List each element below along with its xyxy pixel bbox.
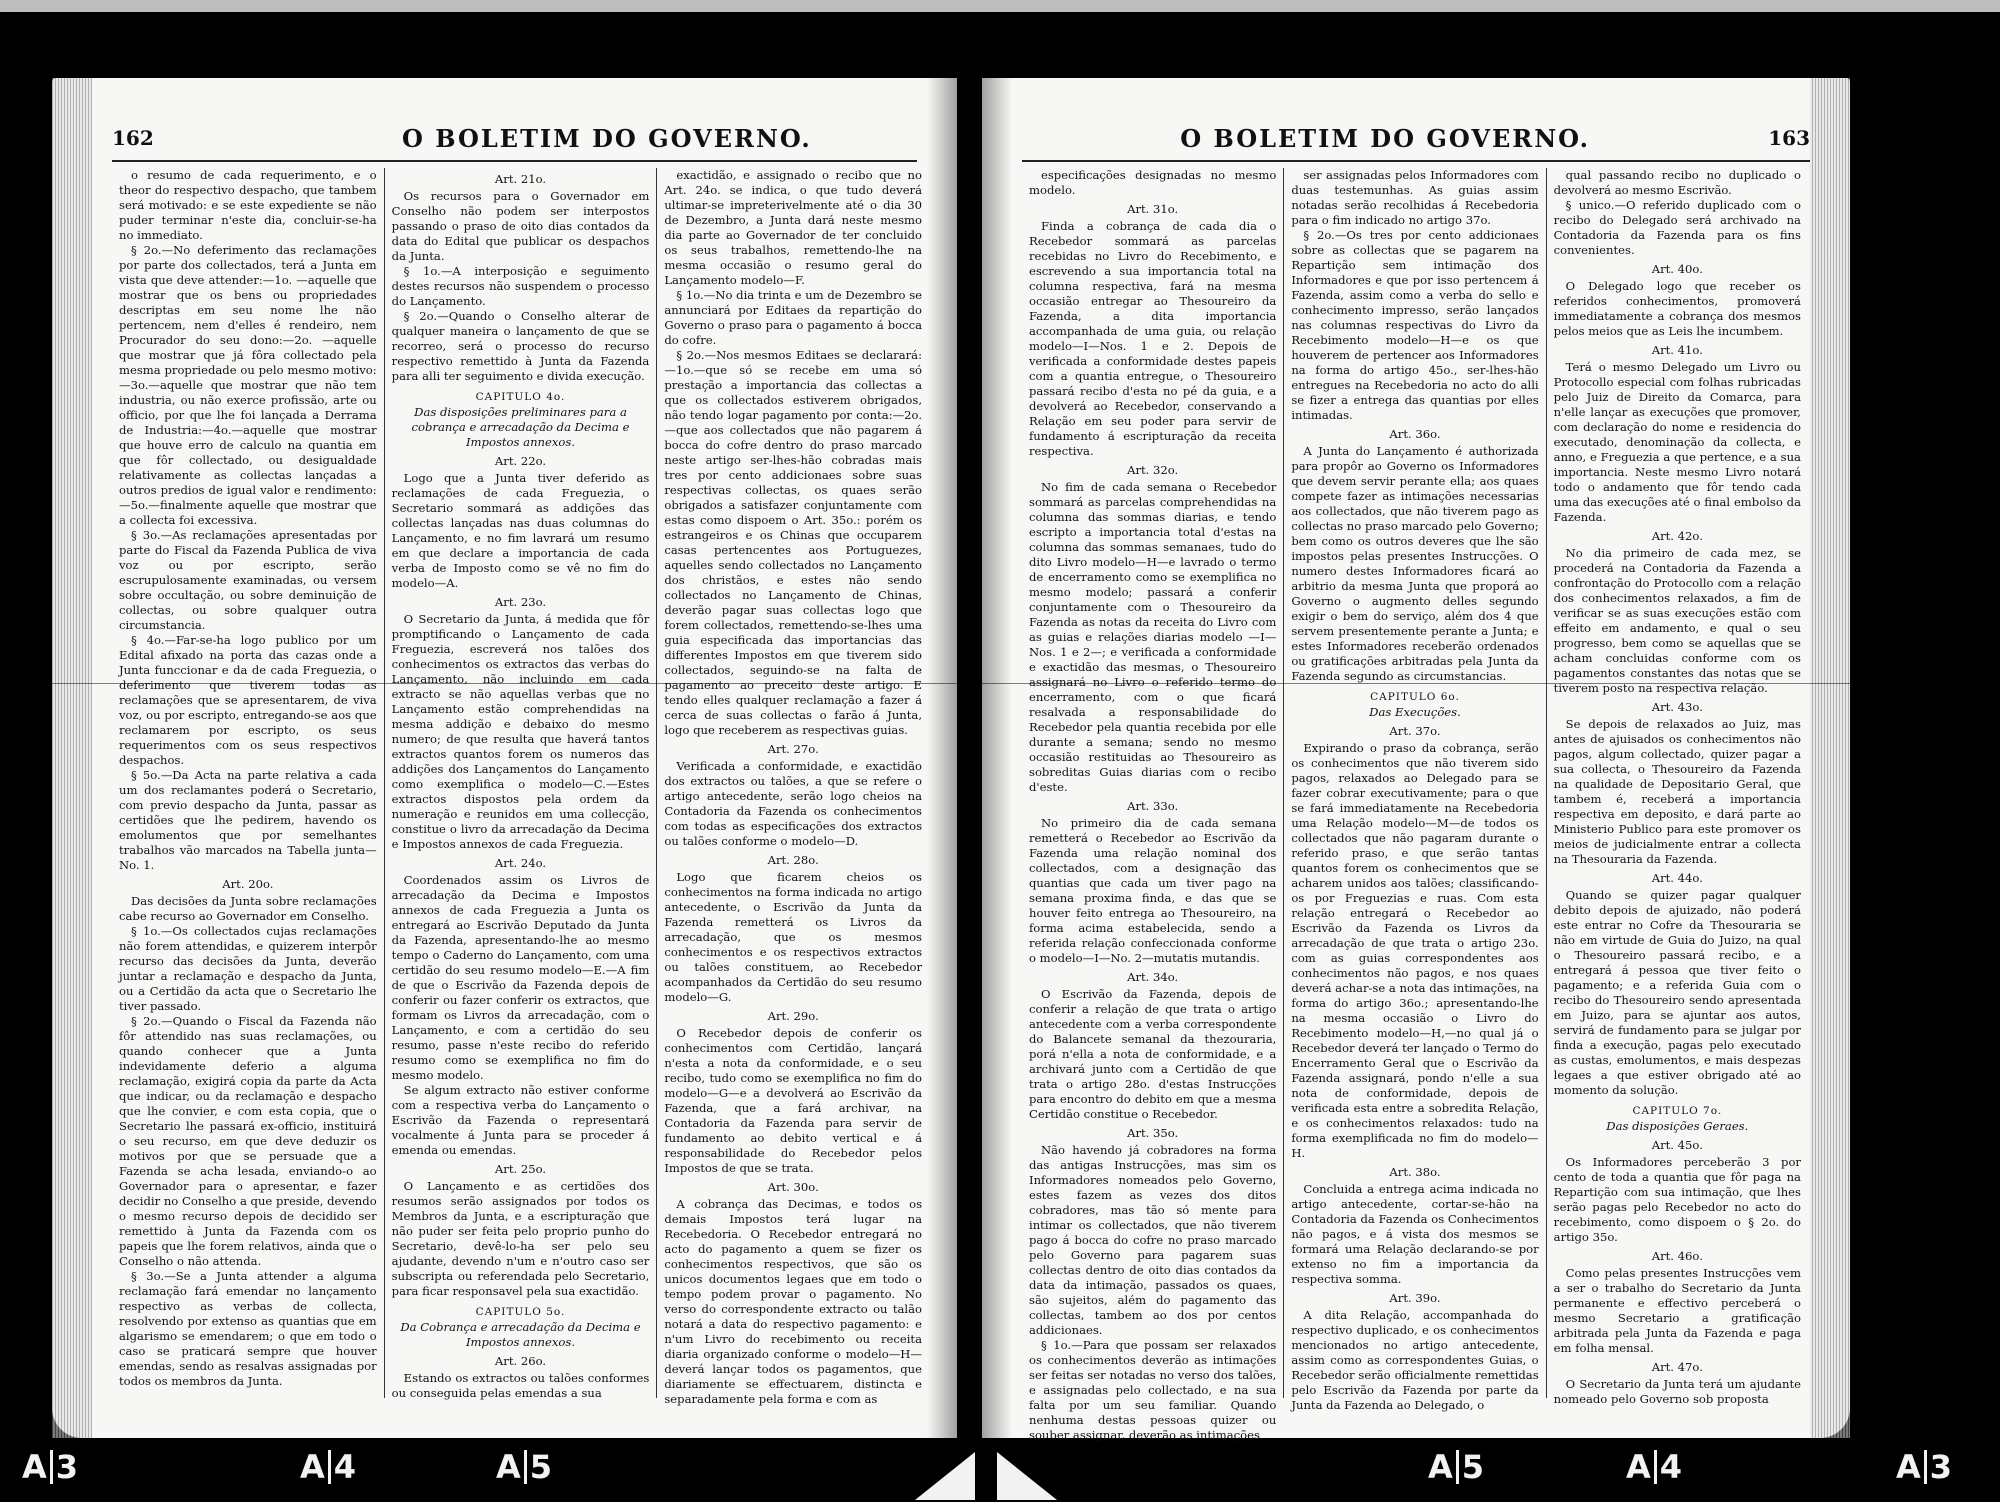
article-heading: Art. 28o. bbox=[767, 853, 819, 867]
paragraph: o resumo de cada requerimento, e o theor do respectivo despacho, que tambem será motivado: e se este expediente se não puder terminar n'este dia, concluir-se-ha no immediato. bbox=[119, 168, 377, 242]
left-text-columns bbox=[112, 168, 929, 1406]
text-column bbox=[384, 168, 657, 1398]
paragraph: Concluida a entrega acima indicada no artigo antecedente, cortar-se-hão na Contadoria da Fazenda os Conhecimentos não pagos, e á vista dos mesmos se formará uma Relação declarando-se por extenso no fim a importancia da respectiva somma. bbox=[1291, 1182, 1539, 1286]
article-heading: Art. 35o. bbox=[1127, 1126, 1179, 1140]
paragraph: A cobrança das Decimas, e todos os demais Impostos terá lugar na Recebedoria. O Recebedor entregará no acto do pagamento a quem se fizer os conhecimentos respectivos, que são os unicos documentos legaes que em todo o tempo podem provar o pagamento. No verso do correspondente extracto ou talão notará a data do respectivo pagamento: e n'um Livro do recebimento ou receita diaria organizado conforme o modelo—H—deverá lançar todos os pagamentos, que diariamente se effectuarem, distincta e separadamente pela forma e com as bbox=[664, 1197, 923, 1406]
paragraph: § 4o.—Far-se-ha logo publico por um Edital afixado na porta das cazas onde a Junta funccionar e da de cada Freguezia, o deferimento que tiverem todas as reclamações que se apresentarem, de viva voz, ou por escripto, entregando-se aos que reclamarem por escripto, os seus requerimentos com os seus respectivos despachos. bbox=[119, 633, 377, 767]
article-heading: Art. 47o. bbox=[1651, 1360, 1703, 1374]
paragraph: § 5o.—Da Acta na parte relativa a cada um dos reclamantes poderá o Secretario, com previo despacho da Junta, passar as certidões que lhe pedirem, havendo os emolumentos que por semelhantes trabalhos vão marcados na Tabella junta—No. 1. bbox=[119, 768, 377, 872]
paragraph: O Escrivão da Fazenda, depois de conferir a relação de que trata o artigo antecedente com a verba correspondente do Balancete semanal da thezouraria, porá n'ella a nota de conformidade, e a archivará junto com a Certidão de que trata o artigo 28o. d'estas Instrucções para encontro do debito em que a mesma Certidão constitue o Recebedor. bbox=[1029, 987, 1277, 1121]
paragraph: Os Informadores perceberão 3 por cento de toda a quantia que fôr paga na Repartição com sua intimação, que lhes serão pagas pelo Recebedor no acto do recebimento, como dispoem o § 2o. do artigo 35o. bbox=[1553, 1155, 1801, 1244]
paragraph: O Recebedor depois de conferir os conhecimentos com Certidão, lançará n'esta a nota da conformidade, e o seu recibo, tudo como se exemplifica no fim do modelo—G—e a devolverá ao Escrivão da Fazenda, que a fará archivar, na Contadoria da Fazenda para servir de fundamento ao debito vertical e á responsabilidade do Recebedor pelos Impostos de que se trata. bbox=[664, 1026, 923, 1175]
paragraph: Como pelas presentes Instrucções vem a ser o trabalho do Secretario da Junta permanente e effectivo perceberá o mesmo Secretario a gratificação arbitrada pela Junta da Fazenda e paga em folha mensal. bbox=[1553, 1266, 1801, 1355]
paragraph: O Delegado logo que receber os referidos conhecimentos, promoverá immediatamente a cobrança dos mesmos pelos meios que as Leis lhe incumbem. bbox=[1553, 279, 1801, 338]
right-page-edge bbox=[1810, 78, 1850, 1438]
paragraph: Quando se quizer pagar qualquer debito depois de ajuizado, não poderá este entrar no Cofre da Thesouraria se não em virtude de Guia do Juizo, na qual o Thesoureiro passará recibo, e a entregará á pessoa que tiver feito o pagamento; e a referida Guia com o recibo do Thesoureiro sendo apresentada em Juizo, para se ajuntar aos autos, servirá de fundamento para se julgar por finda a execução, pagas pelo executado as custas, emolumentos, e mais despezas legaes a que estiver obrigado até ao momento da solução. bbox=[1553, 888, 1801, 1097]
article-heading: Art. 27o. bbox=[767, 742, 819, 756]
paragraph: ser assignadas pelos Informadores com duas testemunhas. As guias assim notadas serão recolhidas á Recebedoria para o fim indicado no artigo 37o. bbox=[1291, 168, 1539, 227]
paragraph: § 2o.—Nos mesmos Editaes se declarará:—1o.—que só se recebe em uma só prestação a importancia das collectas a que os collectados estiverem obrigados, não tendo logar pagamento por conta:—2o.—que aos collectados que não pagarem á bocca do cofre dentro do praso marcado neste artigo ser-lhes-hão cobradas mais tres por cento addicionaes sobre suas respectivas collectas, os quaes serão obrigados a satisfazer conjuntamente com estas como dispoem o Art. 35o.: porém os estrangeiros e os Chinas que occuparem casas pertencentes aos Portuguezes, aquelles sendo collectados no Lançamento dos christãos, e estes não sendo collectados no Lançamento de Chinas, deverão pagar suas collectas logo que forem collectados, remettendo-se-lhes uma guia especificada das importancias das differentes Impostos em que tiverem sido collectados, seguindo-se na falta de pagamento ao preceito deste artigo. E tendo elles qualquer reclamação a fazer á cerca de suas collectas o farão á Junta, logo que receberem as respectivas guias. bbox=[664, 348, 923, 737]
frame-mark: A 3 bbox=[1896, 1448, 1953, 1486]
article-heading: Art. 30o. bbox=[767, 1180, 819, 1194]
film-center-arrows bbox=[915, 1450, 1085, 1502]
frame-mark: A 5 bbox=[1428, 1448, 1485, 1486]
header-rule bbox=[1022, 160, 1810, 162]
right-page bbox=[982, 78, 1850, 1442]
paragraph: A Junta do Lançamento é authorizada para propôr ao Governo os Informadores que devem servir perante ella; aos quaes compete fazer as intimações necessarias aos collectados, que não tiverem pago as collectas no praso marcado pelo Governo; bem como os outros deveres que lhe são impostos pelas presentes Instrucções. O numero destes Informadores ficará ao arbitrio da mesma Junta que proporá ao Governo o augmento delles segundo exigir o bem do serviço, além dos 4 que servem presentemente perante a Junta; e estes Informadores receberão ordenados ou gratificações arbitradas pela Junta da Fazenda segundo as circumstancias. bbox=[1291, 444, 1539, 683]
chapter-subtitle: Das disposições Geraes. bbox=[1606, 1119, 1749, 1133]
article-heading: Art. 45o. bbox=[1651, 1138, 1703, 1152]
article-heading: Art. 44o. bbox=[1651, 871, 1703, 885]
paragraph: O Secretario da Junta terá um ajudante nomeado pelo Governo sob proposta bbox=[1553, 1377, 1801, 1406]
chapter-subtitle: Da Cobrança e arrecadação da Decima e Impostos annexos. bbox=[400, 1320, 641, 1349]
paragraph: Os recursos para o Governador em Conselho não podem ser interpostos passando o praso de oito dias contados da data do Edital que publicar os despachos da Junta. bbox=[391, 189, 650, 263]
article-heading: Art. 41o. bbox=[1651, 343, 1703, 357]
header-rule bbox=[112, 160, 917, 162]
left-page bbox=[52, 78, 957, 1438]
paragraph: § 2o.—No deferimento das reclamações por parte dos collectados, terá a Junta em vista que deve attender:—1o. —aquelle que mostrar que os bens ou propriedades descriptas em seu nome lhe não pertencem, nem d'elles é rendeiro, nem Procurador do seu dono:—2o. —aquelle que mostrar que já fôra collectado pela mesma propriedade ou pelo mesmo motivo:—3o.—aquelle que mostrar que não tem industria, ou não exerce profissão, arte ou officio, por que lhe foi lançada a Derrama de Industria:—4o.—aquelle que mostrar que houve erro de calculo na quantia em que fôr collectado, ou desigualdade relativamente as collectas lançadas a outros predios de igual valor e rendimento:—5o.—finalmente aquelle que mostrar que a collecta foi excessiva. bbox=[119, 243, 377, 527]
text-column bbox=[112, 168, 384, 1398]
right-text-columns bbox=[1022, 168, 1808, 1442]
article-heading: Art. 37o. bbox=[1389, 724, 1441, 738]
paragraph: Verificada a conformidade, e exactidão dos extractos ou talões, a que se refere o artigo antecedente, serão logo cheios na Contadoria da Fazenda os conhecimentos com todas as especificações dos extractos ou talões conforme o modelo—D. bbox=[664, 759, 923, 848]
left-arrow-mark bbox=[915, 1452, 975, 1500]
paragraph: No fim de cada semana o Recebedor sommará as parcelas comprehendidas na columna das sommas diarias, e tendo escripto a importancia total d'estas na columna das sommas semanaes, tudo do dito Livro modelo—H—e lavrado o termo de encerramento como se exemplifica no mesmo modelo; passará a conferir conjuntamente com o Thesoureiro da Fazenda as notas da receita do Livro com as guias e relações diarias modelo —I—Nos. 1 e 2—; e verificada a conformidade e exactidão das mesmas, o Thesoureiro assignará no Livro o referido termo do encerramento, com o que ficará resalvada a responsabilidade do Recebedor pela quantia recebida por elle durante a semana; sendo no mesmo occasião restituidas ao Thesoureiro as sobreditas Guias diarias com o recibo d'este. bbox=[1029, 480, 1277, 794]
text-column bbox=[1283, 168, 1545, 1412]
paragraph: § 1o.—No dia trinta e um de Dezembro se annunciará por Editaes da repartição do Governo o praso para o pagamento á bocca do cofre. bbox=[664, 288, 923, 347]
article-heading: Art. 23o. bbox=[494, 595, 547, 609]
paragraph: § 3o.—As reclamações apresentadas por parte do Fiscal da Fazenda Publica de viva voz ou por escripto, serão escrupulosamente examinadas, ou versem sobre occultação, ou sobre deminuição de collectas, ou sobre qualquer outra circumstancia. bbox=[119, 528, 377, 632]
scan-fold-line bbox=[52, 683, 957, 684]
paragraph: § 3o.—Se a Junta attender a alguma reclamação fará emendar no lançamento respectivo as verbas de collecta, resolvendo por extenso as quantias que em algarismo se emendarem; o que em todo o caso se praticará sempre que houver emendas, sendo as resalvas assignadas por todos os membros da Junta. bbox=[119, 1269, 377, 1388]
paragraph: § 2o.—Quando o Conselho alterar de qualquer maneira o lançamento de que se recorreo, será o processo do recurso respectivo remettido à Junta da Fazenda para alli ter seguimento e divida execução. bbox=[391, 309, 650, 383]
paragraph: O Secretario da Junta, á medida que fôr promptificando o Lançamento de cada Freguezia, escreverá nos talões dos conhecimentos os extractos das verbas do Lançamento, não incluindo em cada extracto se não aquellas verbas que no Lançamento estão comprehendidas na mesma addição e debaixo do mesmo numero; de que resulta que haverá tantos extractos quantos forem os numeros das addições dos Lançamentos do Lançamento como exemplifica o modelo—C.—Estes extractos dispostos pela ordem da numeração e reunidos em uma collecção, constitue o livro da arrecadação da Decima e Impostos annexos de cada Freguezia. bbox=[391, 612, 650, 851]
running-title: O BOLETIM DO GOVERNO. bbox=[1180, 124, 1590, 153]
paragraph: Logo que a Junta tiver deferido as reclamações de cada Freguezia, o Secretario sommará as addições das collectas lançadas nas duas columnas do Lançamento, e no fim lavrará um resumo em que declare a importancia de cada verba de Imposto como se vê no fim do modelo—A. bbox=[391, 471, 650, 590]
chapter-heading: CAPITULO 7o. bbox=[1632, 1105, 1723, 1117]
page-number: 163 bbox=[1768, 126, 1810, 150]
text-column bbox=[656, 168, 929, 1406]
running-title: O BOLETIM DO GOVERNO. bbox=[402, 124, 812, 153]
article-heading: Art. 21o. bbox=[494, 172, 547, 186]
paragraph: Se algum extracto não estiver conforme com a respectiva verba do Lançamento o Escrivão da Fazenda o representará vocalmente á Junta para se proceder á emenda ou emendas. bbox=[391, 1083, 650, 1157]
frame-mark: A 4 bbox=[1626, 1448, 1683, 1486]
article-heading: Art. 20o. bbox=[222, 877, 274, 891]
left-page-edge bbox=[52, 78, 92, 1438]
article-heading: Art. 42o. bbox=[1651, 529, 1703, 543]
scan-fold-line bbox=[982, 683, 1850, 684]
paragraph: Terá o mesmo Delegado um Livro ou Protocollo especial com folhas rubricadas pelo Juiz de Direito da Comarca, para n'elle lançar as execuções que promover, com declaração do nome e residencia do executado, denominação da collecta, e anno, e Freguezia a que pertence, e a sua importancia. Neste mesmo Livro notará todo o andamento que fôr tendo cada uma das execuções até o final embolso da Fazenda. bbox=[1553, 360, 1801, 524]
paragraph: exactidão, e assignado o recibo que no Art. 24o. se indica, o que tudo deverá ultimar-se impreterivelmente até o dia 30 de Dezembro, a Junta dará neste mesmo dia parte ao Governador de ter concluido os seus trabalhos, remettendo-lhe na mesma occasião o resumo geral do Lançamento modelo—F. bbox=[664, 168, 923, 287]
article-heading: Art. 39o. bbox=[1389, 1291, 1441, 1305]
article-heading: Art. 33o. bbox=[1127, 799, 1179, 813]
paragraph: Logo que ficarem cheios os conhecimentos na forma indicada no artigo antecedente, o Escrivão da Junta da Fazenda remetterá os Livros da arrecadação, que os mesmos conhecimentos e os respectivos extractos ou talões constituem, ao Recebedor acompanhados da Certidão do seu resumo modelo—G. bbox=[664, 870, 923, 1004]
paragraph: No primeiro dia de cada semana remetterá o Recebedor ao Escrivão da Fazenda uma relação nominal dos collectados, com a designação das quantias que cada um tiver pago na semana proxima finda, e das que se houver feito entrega ao Thesoureiro, na forma acima estabelecida, sendo a referida relação confeccionada conforme o modelo—I—No. 2—mutatis mutandis. bbox=[1029, 816, 1277, 965]
paragraph: § 1o.—A interposição e seguimento destes recursos não suspendem o processo do Lançamento. bbox=[391, 264, 650, 308]
chapter-heading: CAPITULO 6o. bbox=[1370, 691, 1460, 703]
left-gutter-shadow bbox=[927, 78, 957, 1438]
paragraph: § 2o.—Quando o Fiscal da Fazenda não fôr attendido nas suas reclamações, ou quando conhecer que a Junta indevidamente deferio a alguma reclamação, exigirá copia da parte da Acta que indicar, ou da reclamação e despacho que lhe convier, e com esta copia, que o Secretario lhe passará ex-officio, instituirá o seu recurso, em que deve deduzir os motivos por que se persuade que a Fazenda se acha lesada, enviando-o ao Governador para o apresentar, e fazer decidir no Conselho a que preside, devendo o mesmo recurso depois de decidido ser remettido à Junta da Fazenda com os papeis que lhe forem relativos, ainda que o Conselho o não attenda. bbox=[119, 1014, 377, 1268]
article-heading: Art. 22o. bbox=[494, 454, 547, 468]
paragraph: A dita Relação, accompanhada do respectivo duplicado, e os conhecimentos mencionados no artigo antecedente, assim como as correspondentes Guias, o Recebedor serão officialmente remettidas pelo Escrivão da Fazenda por parte da Junta da Fazenda ao Delegado, o bbox=[1291, 1308, 1539, 1412]
article-heading: Art. 32o. bbox=[1127, 463, 1179, 477]
article-heading: Art. 38o. bbox=[1389, 1165, 1441, 1179]
right-page-header bbox=[1022, 122, 1810, 156]
paragraph: § 2o.—Os tres por cento addicionaes sobre as collectas que se pagarem na Repartição sem intimação dos Informadores e que por isso pertencem á Fazenda, assim como a verba do sello e conhecimento impresso, serão lançados nas columnas respectivas do Livro da Recebimento modelo—H—e os que houverem de pertencer aos Informadores na forma do artigo 45o., ser-lhes-hão entregues na Recebedoria no acto do alli se fizer a entrega das quantias por elles intimadas. bbox=[1291, 228, 1539, 422]
paragraph: Coordenados assim os Livros de arrecadação da Decima e Impostos annexos de cada Freguezia a Junta os entregará ao Escrivão Deputado da Junta da Fazenda, apresentando-lhe ao mesmo tempo o Caderno do Lançamento, com uma certidão do seu resumo modelo—E.—A fim de que o Escrivão da Fazenda depois de conferir ou fazer conferir os extractos, que formam os Livros da arrecadação, com o Lançamento, e com a certidão do seu resumo, passe n'este recibo do referido resumo como se exemplifica no fim do mesmo modelo. bbox=[391, 873, 650, 1082]
text-column bbox=[1546, 168, 1808, 1406]
paragraph: Finda a cobrança de cada dia o Recebedor sommará as parcelas recebidas no Livro do Recebimento, e escrevendo a sua importancia total na columna respectiva, fará na mesma occasião entregar ao Thesoureiro da Fazenda, a dita importancia accompanhada de uma guia, ou relação modelo—I—Nos. 1 e 2. Depois de verificada a conformidade destes papeis com a quantia entregue, o Thesoureiro passará recibo d'esta no pé da guia, e a devolverá ao Recebedor, conservando a Relação em seu poder para servir de fundamento á escripturação da receita respectiva. bbox=[1029, 219, 1277, 458]
paragraph: Não havendo já cobradores na forma das antigas Instrucções, mas sim os Informadores nomeados pelo Governo, estes fazem as vezes dos ditos cobradores, mas tão só mente para intimar os collectados, que não tiverem pago á bocca do cofre no praso marcado pelo Governo para pagarem suas collectas dentro de oito dias contados da data da intimação, passados os quaes, são sujeitos, além do pagamento das collectas, tambem ao dos por centos addicionaes. bbox=[1029, 1143, 1277, 1337]
paragraph: Das decisões da Junta sobre reclamações cabe recurso ao Governador em Conselho. bbox=[119, 894, 377, 923]
article-heading: Art. 36o. bbox=[1389, 427, 1441, 441]
article-heading: Art. 34o. bbox=[1127, 970, 1179, 984]
article-heading: Art. 26o. bbox=[494, 1354, 547, 1368]
chapter-heading: CAPITULO 4o. bbox=[475, 391, 566, 403]
paragraph: § 1o.—Para que possam ser relaxados os conhecimentos deverão as intimações ser feitas ser notadas no verso dos talões, e assignadas pelo collectado, e na sua falta por um seu familiar. Quando nenhuma destas pessoas quizer ou souber assignar, deverão as intimações bbox=[1029, 1338, 1277, 1442]
right-arrow-mark bbox=[997, 1452, 1057, 1500]
paragraph: Se depois de relaxados ao Juiz, mas antes de ajuisados os conhecimentos não pagos, algum collectado, quizer pagar a sua collecta, o Thesoureiro da Fazenda na qualidade de Depositario Geral, que tambem é, receberá a importancia respectiva em deposito, e dará parte ao Ministerio Publico para este promover os meios de judicialmente entrar a collecta na Thesouraria da Fazenda. bbox=[1553, 717, 1801, 866]
paragraph: § unico.—O referido duplicado com o recibo do Delegado será archivado na Contadoria da Fazenda para os fins convenientes. bbox=[1553, 198, 1801, 257]
frame-mark: A 3 bbox=[22, 1448, 79, 1486]
left-page-header bbox=[112, 122, 917, 156]
paragraph: especificações designadas no mesmo modelo. bbox=[1029, 168, 1277, 197]
article-heading: Art. 46o. bbox=[1651, 1249, 1703, 1263]
chapter-heading: CAPITULO 5o. bbox=[475, 1306, 566, 1318]
article-heading: Art. 24o. bbox=[494, 856, 547, 870]
paragraph: § 1o.—Os collectados cujas reclamações não forem attendidas, e quizerem interpôr recurso das decisões da Junta, deverão juntar a reclamação e despacho da Junta, ou a Certidão da acta que o Secretario lhe tiver passado. bbox=[119, 924, 377, 1013]
article-heading: Art. 40o. bbox=[1651, 262, 1703, 276]
paragraph: O Lançamento e as certidões dos resumos serão assignados por todos os Membros da Junta, e a escripturação que não puder ser feita pelo proprio punho do Secretario, devê-lo-ha ser pelo seu ajudante, devendo n'um e n'outro caso ser subscripta ou referendada pelo Secretario, para ficar responsavel pela sua exactidão. bbox=[391, 1179, 650, 1298]
frame-mark: A 5 bbox=[496, 1448, 553, 1486]
chapter-subtitle: Das disposições preliminares para a cobrança e arrecadação da Decima e Impostos annexos. bbox=[411, 405, 630, 449]
film-top-strip bbox=[0, 0, 2000, 12]
paragraph: No dia primeiro de cada mez, se procederá na Contadoria da Fazenda a confrontação do Protocollo com a relação dos conhecimentos relaxados, a fim de verificar se as suas execuções estão com effeito em andamento, e qual o seu progresso, bem como se aquellas que se acham concluidas conforme com os pagamentos constantes das notas que se tiverem posto na respectiva relação. bbox=[1553, 546, 1801, 695]
page-number: 162 bbox=[112, 126, 154, 150]
text-column bbox=[1022, 168, 1283, 1442]
article-heading: Art. 31o. bbox=[1127, 202, 1179, 216]
frame-mark: A 4 bbox=[300, 1448, 357, 1486]
paragraph: Expirando o praso da cobrança, serão os conhecimentos que não tiverem sido pagos, relaxados ao Delegado para se fazer cobrar executivamente; para o que se fará immediatamente na Recebedoria uma Relação modelo—M—de todos os collectados que não pagaram durante o referido praso, e que serão tantas quantos forem os conhecimentos que se acharem unidos aos talões; classificando-os por Freguezias e ruas. Com esta relação entregará o Recebedor ao Escrivão da Fazenda os Livros da arrecadação de que trata o artigo 23o. com as guias correspondentes aos conhecimentos não pagos, e nos quaes deverá achar-se a nota das intimações, na forma do artigo 36o.; apresentando-lhe na mesma occasião o Livro do Recebimento modelo—H,—no qual já o Recebedor deverá ter lançado o Termo do Encerramento Geral que o Escrivão da Fazenda assignará, pondo n'elle a sua nota de conformidade, depois de verificada esta entre a sobredita Relação, e os conhecimentos relaxados: tudo na forma exemplificada no fim do modelo—H. bbox=[1291, 741, 1539, 1160]
paragraph: qual passando recibo no duplicado o devolverá ao mesmo Escrivão. bbox=[1553, 168, 1801, 197]
article-heading: Art. 43o. bbox=[1651, 700, 1703, 714]
chapter-subtitle: Das Execuções. bbox=[1369, 705, 1461, 719]
paragraph: Estando os extractos ou talões conformes ou conseguida pelas emendas a sua bbox=[391, 1371, 650, 1400]
right-gutter-shadow bbox=[982, 78, 1012, 1438]
article-heading: Art. 25o. bbox=[494, 1162, 547, 1176]
article-heading: Art. 29o. bbox=[767, 1009, 819, 1023]
